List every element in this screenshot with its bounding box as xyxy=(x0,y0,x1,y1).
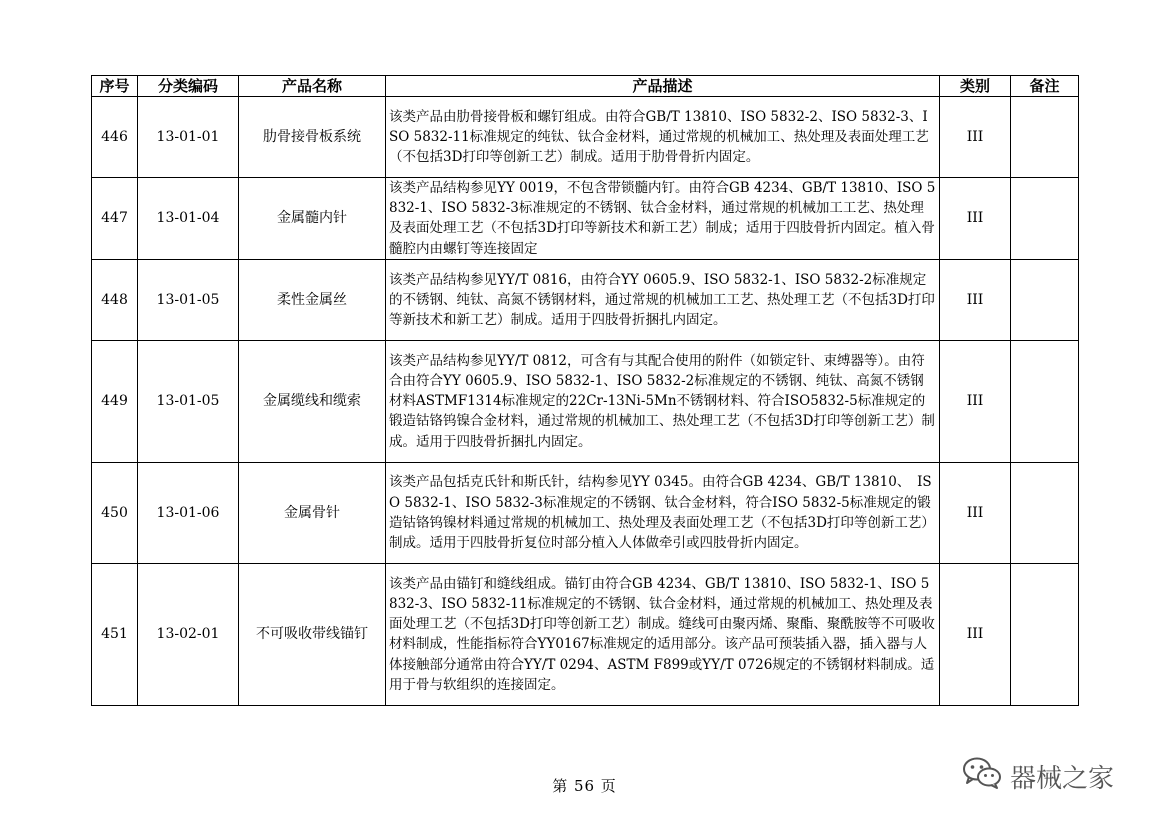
cell-remarks xyxy=(1011,340,1079,462)
cell-class: III xyxy=(940,563,1011,705)
header-class: 类别 xyxy=(940,76,1011,97)
cell-remarks xyxy=(1011,178,1079,260)
cell-category-code: 13-02-01 xyxy=(138,563,239,705)
product-catalog-table xyxy=(91,75,1079,706)
table-row xyxy=(92,97,1079,178)
cell-remarks xyxy=(1011,563,1079,705)
cell-product-description: 该类产品结构参见YY/T 0816，由符合YY 0605.9、ISO 5832-1、ISO 5832-2标准规定的不锈钢、纯钛、高氮不锈钢材料，通过常规的机械加工工艺、热处理工艺（不包括3D打印等新技术和新工艺）制成。适用于四肢骨折捆扎内固定。 xyxy=(386,259,940,340)
watermark-text: 器械之家 xyxy=(1010,763,1115,794)
cell-product-description: 该类产品包括克氏针和斯氏针，结构参见YY 0345。由符合GB 4234、GB/T 13810、 ISO 5832-1、ISO 5832-3标准规定的不锈钢、钛合金材料，符合ISO 5832-5标准规定的锻造钴铬钨镍材料通过常规的机械加工、热处理及表面处理工艺（不包括3D打印等创新工艺）制成。适用于四肢骨折复位时部分植入人体做牵引或四肢骨折内固定。 xyxy=(386,462,940,563)
cell-product-name: 肋骨接骨板系统 xyxy=(239,97,386,178)
cell-serial-no: 451 xyxy=(92,563,138,705)
cell-serial-no: 448 xyxy=(92,259,138,340)
header-serial-no: 序号 xyxy=(92,76,138,97)
cell-product-description: 该类产品结构参见YY 0019，不包含带锁髓内钉。由符合GB 4234、GB/T 13810、ISO 5832-1、ISO 5832-3标准规定的不锈钢、钛合金材料，通过常规的机械加工工艺、热处理及表面处理工艺（不包括3D打印等新技术和新工艺）制成；适用于四肢骨折内固定。植入骨髓腔内由螺钉等连接固定 xyxy=(386,178,940,260)
header-category-code: 分类编码 xyxy=(138,76,239,97)
cell-product-description: 该类产品由肋骨接骨板和螺钉组成。由符合GB/T 13810、ISO 5832-2、ISO 5832-3、ISO 5832-11标准规定的纯钛、钛合金材料，通过常规的机械加工、热处理及表面处理工艺（不包括3D打印等创新工艺）制成。适用于肋骨骨折内固定。 xyxy=(386,97,940,178)
cell-category-code: 13-01-01 xyxy=(138,97,239,178)
cell-product-description: 该类产品结构参见YY/T 0812，可含有与其配合使用的附件（如锁定针、束缚器等）。由符合由符合YY 0605.9、ISO 5832-1、ISO 5832-2标准规定的不锈钢、纯钛、高氮不锈钢材料ASTMF1314标准规定的22Cr-13Ni-5Mn不锈钢材料、符合ISO5832-5标准规定的锻造钴铬钨镍合金材料，通过常规的机械加工、热处理工艺（不包括3D打印等创新工艺）制成。适用于四肢骨折捆扎内固定。 xyxy=(386,340,940,462)
table-row xyxy=(92,259,1079,340)
table-row xyxy=(92,178,1079,260)
page-number: 第 56 页 xyxy=(552,777,617,795)
cell-remarks xyxy=(1011,462,1079,563)
cell-remarks xyxy=(1011,259,1079,340)
cell-product-description: 该类产品由锚钉和缝线组成。锚钉由符合GB 4234、GB/T 13810、ISO 5832-1、ISO 5832-3、ISO 5832-11标准规定的不锈钢、钛合金材料，通过常规的机械加工、热处理及表面处理工艺（不包括3D打印等创新工艺）制成。缝线可由聚丙烯、聚酯、聚酰胺等不可吸收材料制成，性能指标符合YY0167标准规定的适用部分。该产品可预装插入器，插入器与人体接触部分通常由符合YY/T 0294、ASTM F899或YY/T 0726规定的不锈钢材料制成。适用于骨与软组织的连接固定。 xyxy=(386,563,940,705)
wechat-icon xyxy=(962,756,1010,797)
cell-product-name: 柔性金属丝 xyxy=(239,259,386,340)
cell-class: III xyxy=(940,462,1011,563)
cell-class: III xyxy=(940,178,1011,260)
header-product-description: 产品描述 xyxy=(386,76,940,97)
cell-category-code: 13-01-04 xyxy=(138,178,239,260)
table-row xyxy=(92,563,1079,705)
table-row xyxy=(92,462,1079,563)
header-product-name: 产品名称 xyxy=(239,76,386,97)
watermark xyxy=(962,756,1114,796)
cell-category-code: 13-01-05 xyxy=(138,340,239,462)
cell-product-name: 不可吸收带线锚钉 xyxy=(239,563,386,705)
cell-class: III xyxy=(940,340,1011,462)
cell-product-name: 金属缆线和缆索 xyxy=(239,340,386,462)
header-remarks: 备注 xyxy=(1011,76,1079,97)
table-row xyxy=(92,340,1079,462)
cell-category-code: 13-01-05 xyxy=(138,259,239,340)
cell-category-code: 13-01-06 xyxy=(138,462,239,563)
cell-class: III xyxy=(940,259,1011,340)
cell-product-name: 金属髓内针 xyxy=(239,178,386,260)
cell-remarks xyxy=(1011,97,1079,178)
cell-serial-no: 446 xyxy=(92,97,138,178)
cell-product-name: 金属骨针 xyxy=(239,462,386,563)
cell-serial-no: 447 xyxy=(92,178,138,260)
cell-serial-no: 449 xyxy=(92,340,138,462)
cell-class: III xyxy=(940,97,1011,178)
table-header-row xyxy=(92,76,1079,97)
cell-serial-no: 450 xyxy=(92,462,138,563)
